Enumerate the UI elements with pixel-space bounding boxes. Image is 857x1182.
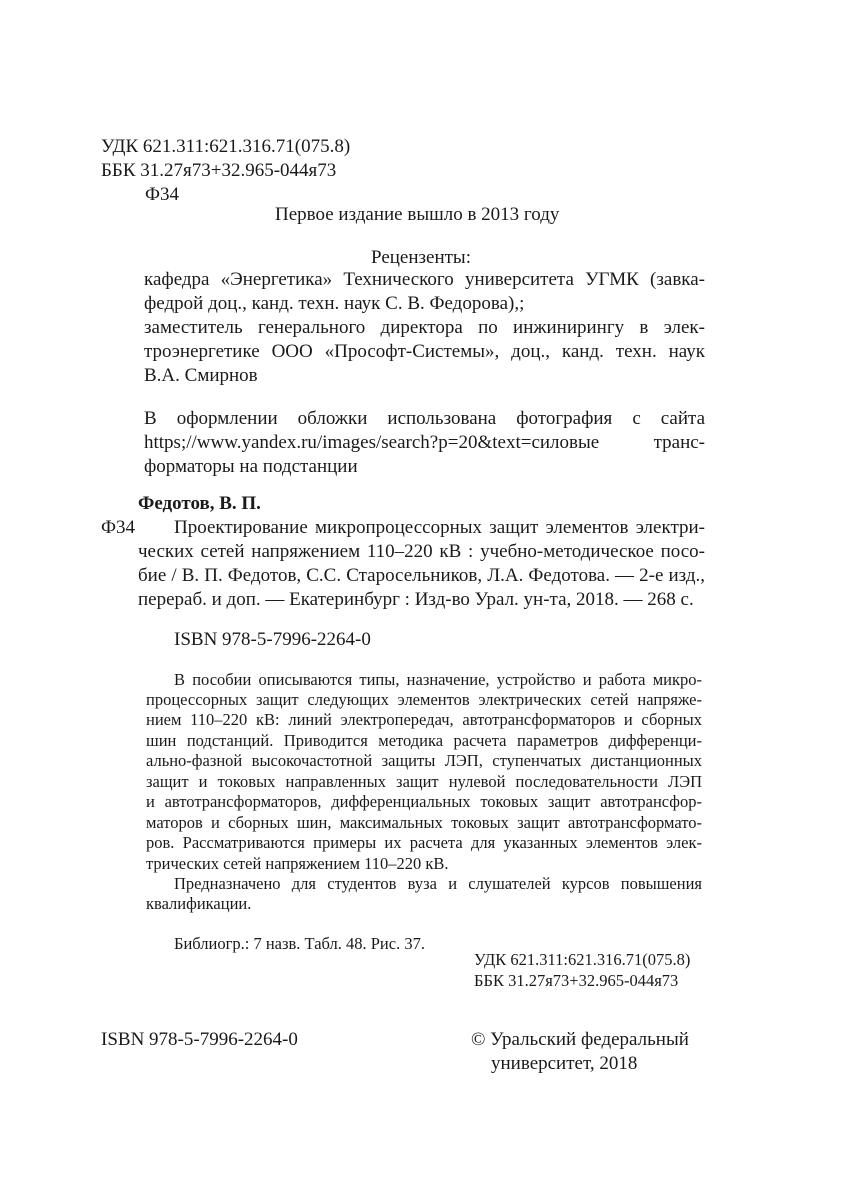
abstract-line: ров. Рассматриваются примеры их расчета для указанных элементов элек-	[146, 833, 702, 852]
abstract-line: нием 110–220 кВ: линий электропередач, автотрансформаторов и сборных	[146, 710, 702, 729]
abstract-line: шин подстанций. Приводится методика расчета параметров дифференци-	[146, 731, 702, 750]
reviewer-line: кафедра «Энергетика» Технического университета УГМК (завка-	[144, 269, 705, 290]
footer-udk-code: УДК 621.311:621.316.71(075.8)	[474, 950, 691, 969]
reviewer-line: троэнергетике ООО «Прософт-Системы», доц., канд. техн. наук	[144, 341, 705, 362]
abstract-line: процессорных защит следующих элементов электрических сетей напряже-	[146, 690, 702, 709]
catalog-isbn: ISBN 978-5-7996-2264-0	[174, 629, 371, 650]
purpose-line: квалификации.	[146, 894, 252, 913]
catalog-author-mark: Ф34	[101, 517, 136, 538]
reviewer-line: заместитель генерального директора по инжинирингу в элек-	[144, 317, 705, 338]
reviewers-title: Рецензенты:	[371, 247, 471, 268]
abstract-line: ально-фазной высокочастотной защиты ЛЭП, ступенчатых дистанционных	[146, 751, 702, 770]
bottom-isbn: ISBN 978-5-7996-2264-0	[101, 1029, 298, 1050]
abstract-line: В пособии описываются типы, назначение, устройство и работа микро-	[174, 670, 702, 689]
abstract-line: маторов и сборных шин, максимальных токовых защит автотрансформато-	[146, 813, 702, 832]
cover-note-line: https;//www.yandex.ru/images/search?p=20&text=силовые транс-	[144, 432, 705, 453]
copyright-line: © Уральский федеральный	[471, 1029, 689, 1050]
catalog-line: перераб. и доп. — Екатеринбург : Изд-во Урал. ун-та, 2018. — 268 с.	[138, 589, 694, 610]
copyright-line: университет, 2018	[491, 1053, 638, 1074]
catalog-author: Федотов, В. П.	[138, 493, 261, 514]
bibliography-note: Библиогр.: 7 назв. Табл. 48. Рис. 37.	[174, 934, 425, 953]
cover-note-line: В оформлении обложки использована фотография с сайта	[144, 408, 705, 429]
udk-code: УДК 621.311:621.316.71(075.8)	[101, 136, 351, 157]
bbk-code: ББК 31.27я73+32.965-044я73	[101, 160, 337, 181]
catalog-line: бие / В. П. Федотов, С.С. Старосельников, Л.А. Федотова. — 2-е изд.,	[138, 565, 705, 586]
footer-bbk-code: ББК 31.27я73+32.965-044я73	[474, 971, 679, 990]
abstract-line: и автотрансформаторов, дифференциальных токовых защит автотрансфор-	[146, 792, 702, 811]
reviewer-line: В.А. Смирнов	[144, 365, 258, 386]
author-mark: Ф34	[145, 184, 180, 205]
first-edition-note: Первое издание вышло в 2013 году	[275, 204, 560, 225]
cover-note-line: форматоры на подстанции	[144, 456, 358, 477]
purpose-line: Предназначено для студентов вуза и слушателей курсов повышения	[174, 874, 702, 893]
abstract-line: защит и токовых направленных защит нулевой последовательности ЛЭП	[146, 772, 702, 791]
abstract-line: трических сетей напряжением 110–220 кВ.	[146, 854, 449, 873]
reviewer-line: федрой доц., канд. техн. наук С. В. Федорова),;	[144, 293, 525, 314]
catalog-line: Проектирование микропроцессорных защит элементов электри-	[174, 517, 705, 538]
catalog-line: ческих сетей напряжением 110–220 кВ : учебно-методическое посо-	[138, 541, 705, 562]
